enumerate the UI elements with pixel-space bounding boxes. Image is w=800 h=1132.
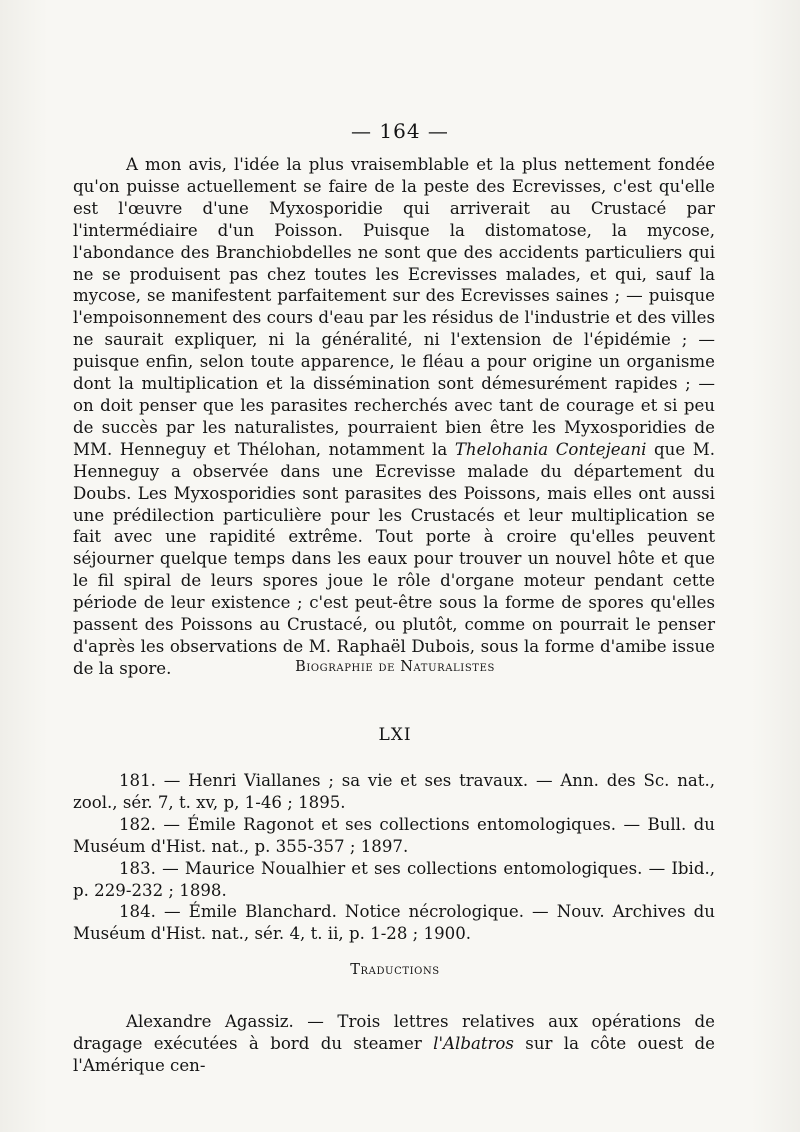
paragraph-part-2: que M. Henneguy a observée dans une Ecrevisse malade du département du Doubs. Les Myxosporidies sont parasites des Poissons, mais elles ont aussi une prédilection particulière pour les Crustacés et leur multiplication se fait avec une rapidité extrême. Tout porte à croire qu'elles peuvent séjourner quelque temps dans les eaux pour trouver un nouvel hôte et que le fil spiral de leurs spores joue le rôle d'organe moteur pendant cette période de leur existence ; c'est peut-être sous la forme de spores qu'elles passent des Poissons au Crustacé, ou plutôt, comme on pourrait le penser d'après les observations de M. Raphaël Dubois, sous la forme d'amibe issue de la spore.: [73, 439, 715, 678]
bibliography-entry-184: 184. — Émile Blanchard. Notice nécrologique. — Nouv. Archives du Muséum d'Hist. nat., sér. 4, t. ii, p. 1-28 ; 1900.: [73, 902, 715, 944]
ship-name-italic: l'Albatros: [433, 1033, 514, 1053]
bibliography-list: [73, 770, 715, 945]
page-number: — 164 —: [351, 119, 449, 143]
traductions-part-2: sur la côte ouest de l'Amérique cen-: [73, 1033, 715, 1075]
species-name-italic: Thelohania Contejeani: [454, 439, 647, 459]
paragraph-part-1: A mon avis, l'idée la plus vraisemblable et la plus nettement fondée qu'on puisse actuellement se faire de la peste des Ecrevisses, c'est qu'elle est l'œuvre d'une Myxosporidie qui arriverait au Crustacé par l'intermédiaire d'un Poisson. Puisque la distomatose, la mycose, l'abondance des Branchiobdelles ne sont que des accidents particuliers qui ne se produisent pas chez toutes les Ecrevisses malades, et qui, sauf la mycose, se manifestent parfaitement sur des Ecrevisses saines ; — puisque l'empoisonnement des cours d'eau par les résidus de l'industrie et des villes ne saurait expliquer, ni la généralité, ni l'extension de l'épidémie ; — puisque enfin, selon toute apparence, le fléau a pour origine un organisme dont la multiplication et la dissémination sont démesurément rapides ; — on doit penser que les parasites recherchés avec tant de courage et si peu de succès par les naturalistes, pourraient bien être les Myxosporidies de MM. Henneguy et Thélohan, notamment la: [73, 155, 715, 459]
traductions-paragraph: [73, 1011, 715, 1077]
bibliography-entry-183: 183. — Maurice Noualhier et ses collections entomologiques. — Ibid., p. 229-232 ; 1898.: [73, 858, 715, 900]
main-paragraph: [73, 154, 715, 680]
bibliography-entry-182: 182. — Émile Ragonot et ses collections entomologiques. — Bull. du Muséum d'Hist. nat., p. 355-357 ; 1897.: [73, 814, 715, 856]
section-heading-biographie: Biographie de Naturalistes: [295, 659, 495, 675]
section-heading-traductions: Traductions: [350, 962, 440, 978]
traductions-text: [73, 1011, 715, 1077]
bibliography-entry-181: 181. — Henri Viallanes ; sa vie et ses travaux. — Ann. des Sc. nat., zool., sér. 7, t. xv, p, 1-46 ; 1895.: [73, 771, 715, 812]
paragraph-text: [73, 154, 715, 680]
section-number: LXI: [378, 725, 412, 745]
traductions-part-1: Alexandre Agassiz. — Trois lettres relatives aux opérations de dragage exécutées à bord du steamer: [73, 1012, 715, 1053]
